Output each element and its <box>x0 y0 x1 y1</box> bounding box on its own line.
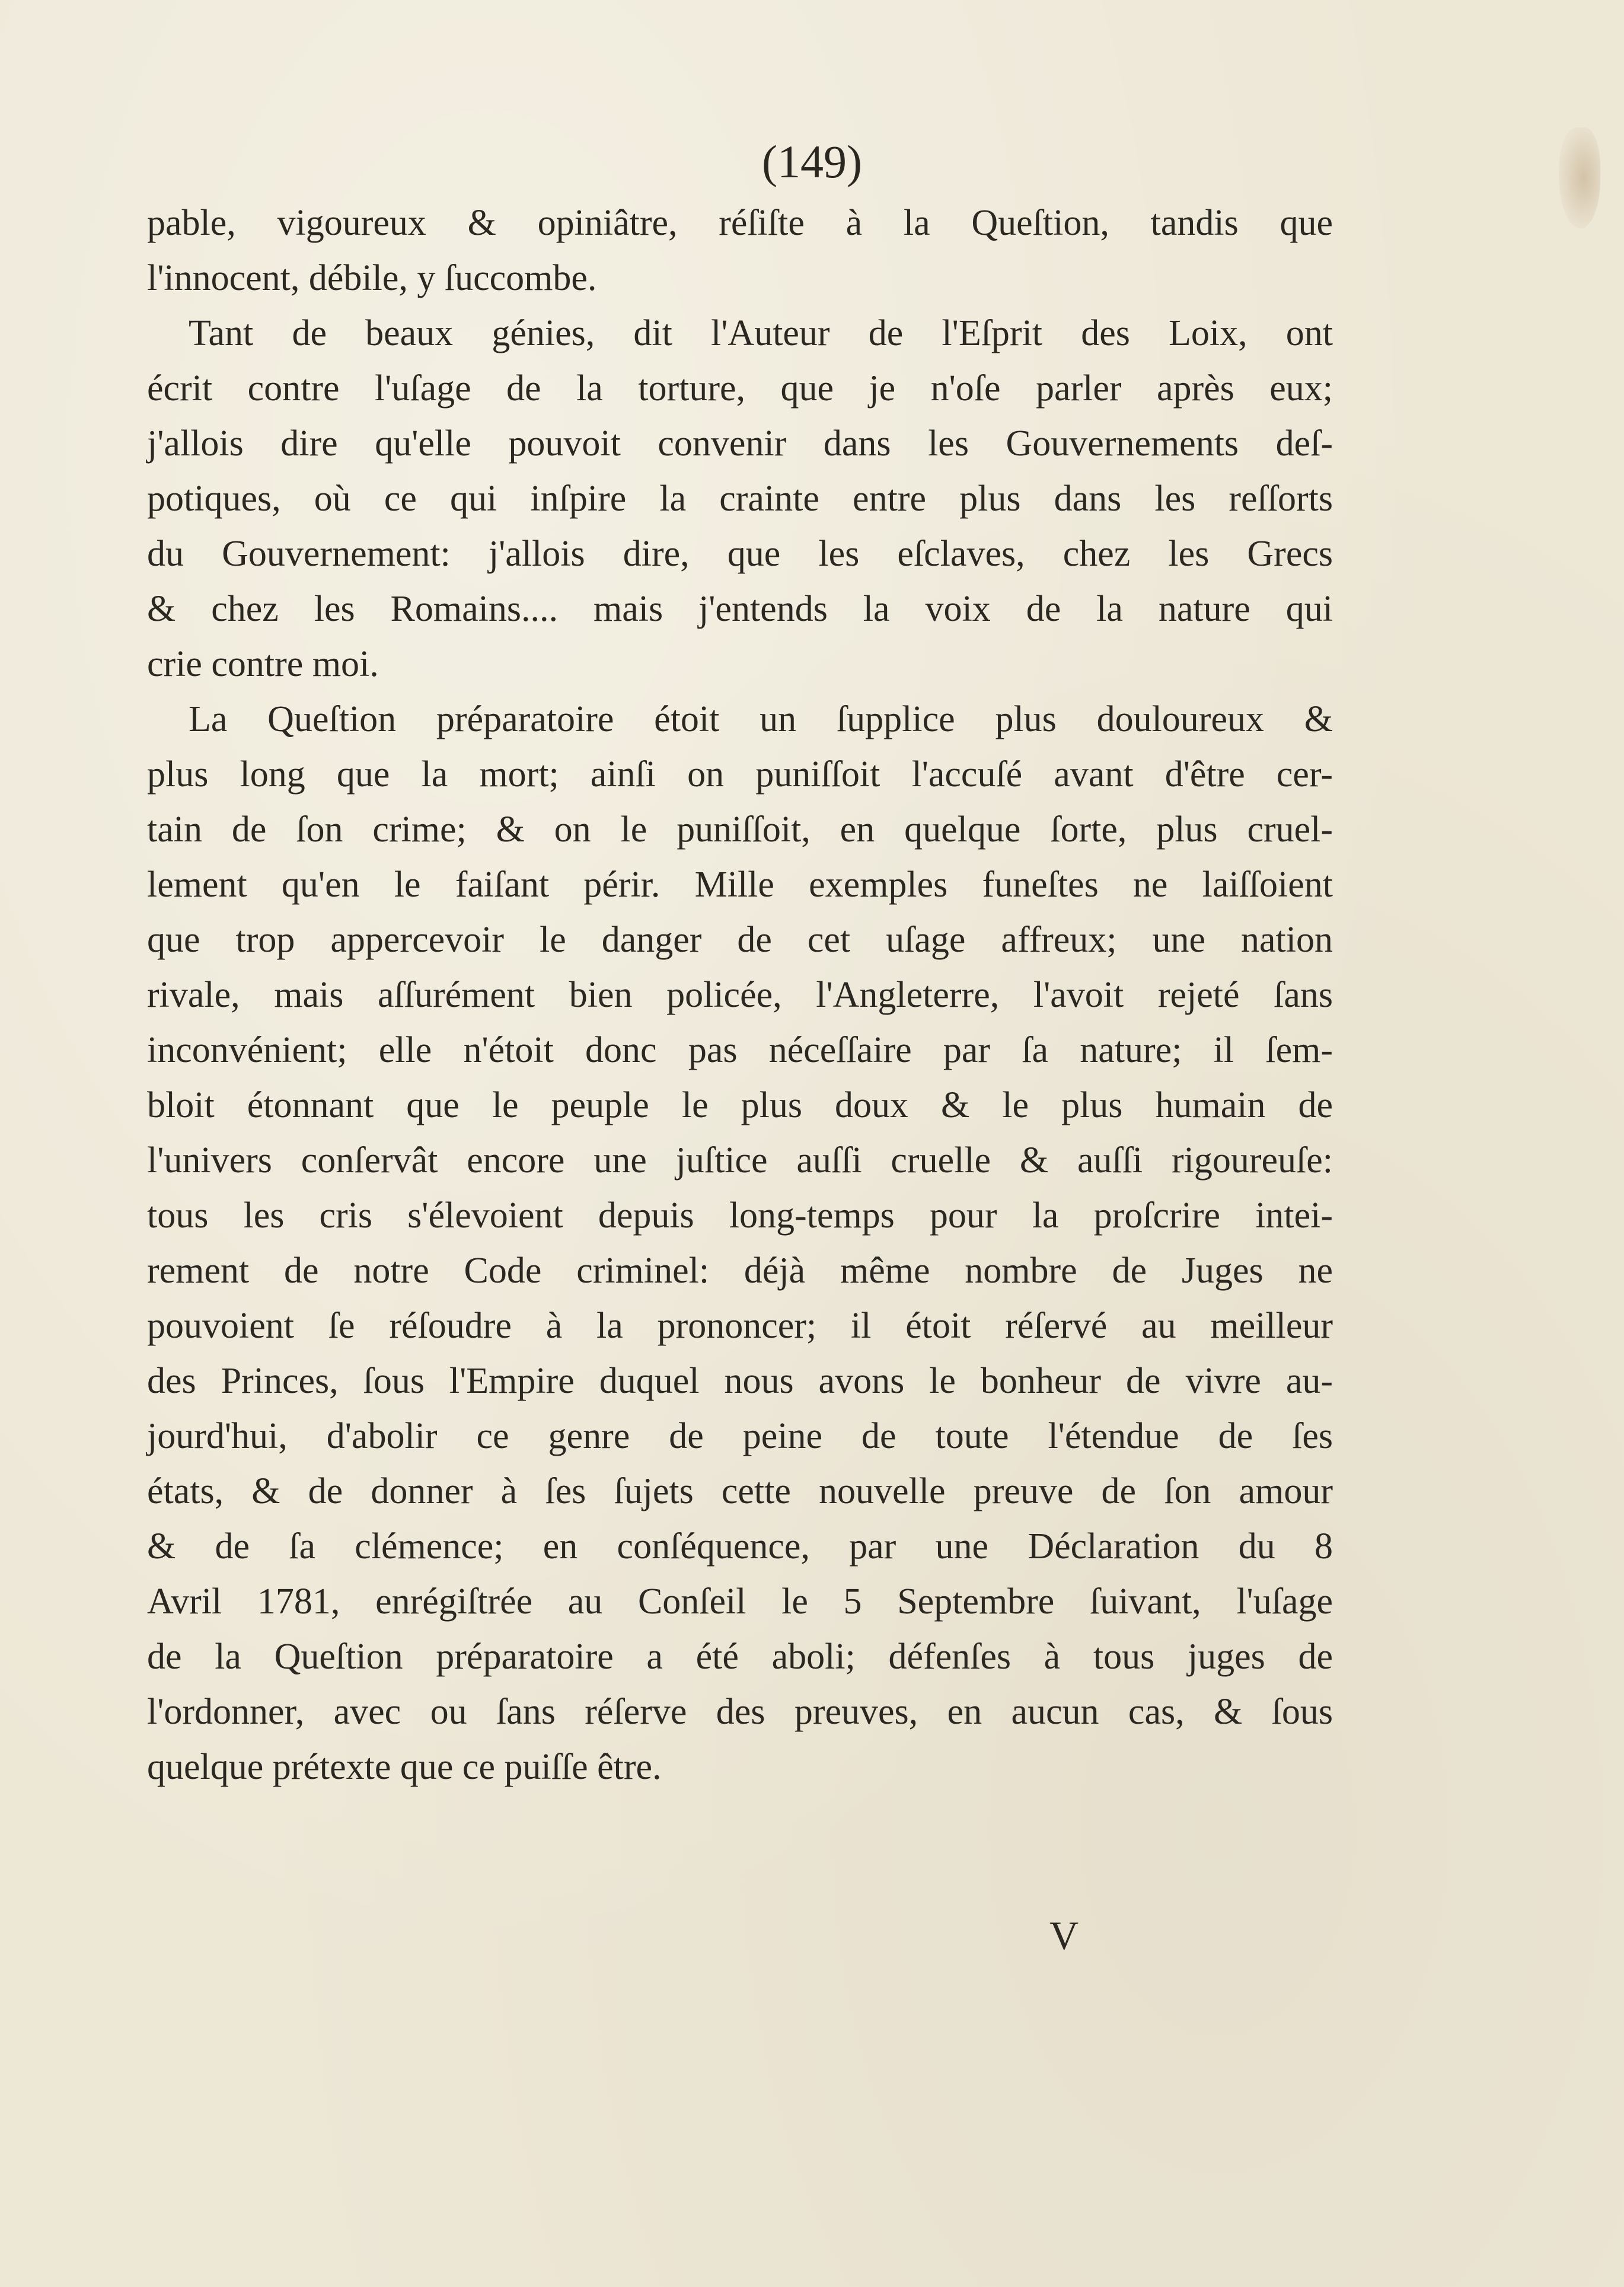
text-line: Tant de beaux génies, dit l'Auteur de l'Eſprit des Loix, ont <box>189 313 1333 353</box>
text-line: du Gouvernement: j'allois dire, que les eſclaves, chez les Grecs <box>147 534 1333 574</box>
text-line: pouvoient ſe réſoudre à la prononcer; il étoit réſervé au meilleur <box>147 1306 1333 1346</box>
text-line: l'innocent, débile, y ſuccombe. <box>147 258 597 298</box>
text-line: j'allois dire qu'elle pouvoit convenir dans les Gouvernements deſ- <box>147 423 1333 464</box>
text-line: & chez les Romains.... mais j'entends la voix de la nature qui <box>147 589 1333 629</box>
text-line: l'univers conſervât encore une juſtice auſſi cruelle & auſſi rigoureuſe: <box>147 1140 1333 1181</box>
text-line: de la Queſtion préparatoire a été aboli; défenſes à tous juges de <box>147 1637 1333 1677</box>
text-line: des Princes, ſous l'Empire duquel nous avons le bonheur de vivre au- <box>147 1361 1333 1401</box>
text-line: plus long que la mort; ainſi on puniſſoit l'accuſé avant d'être cer- <box>147 754 1333 795</box>
text-line: tous les cris s'élevoient depuis long-temps pour la proſcrire intei- <box>147 1195 1333 1236</box>
text-line: bloit étonnant que le peuple le plus doux & le plus humain de <box>147 1085 1333 1125</box>
text-line: La Queſtion préparatoire étoit un ſupplice plus douloureux & <box>189 699 1333 739</box>
text-line: crie contre moi. <box>147 644 379 684</box>
text-line: & de ſa clémence; en conſéquence, par une Déclaration du 8 <box>147 1526 1333 1567</box>
text-line: tain de ſon crime; & on le puniſſoit, en quelque ſorte, plus cruel- <box>147 809 1333 850</box>
text-line: inconvénient; elle n'étoit donc pas néceſſaire par ſa nature; il ſem- <box>147 1030 1333 1070</box>
text-line: écrit contre l'uſage de la torture, que je n'oſe parler après eux; <box>147 368 1333 409</box>
text-line: que trop appercevoir le danger de cet uſage affreux; une nation <box>147 920 1333 960</box>
text-line: quelque prétexte que ce puiſſe être. <box>147 1747 662 1787</box>
text-line: l'ordonner, avec ou ſans réſerve des preuves, en aucun cas, & ſous <box>147 1692 1333 1732</box>
text-line: potiques, où ce qui inſpire la crainte entre plus dans les reſſorts <box>147 479 1333 519</box>
page-number: (149) <box>762 136 862 187</box>
text-line: jourd'hui, d'abolir ce genre de peine de toute l'étendue de ſes <box>147 1416 1333 1456</box>
body-text <box>147 196 1333 1795</box>
text-line: lement qu'en le faiſant périr. Mille exemples funeſtes ne laiſſoient <box>147 865 1333 905</box>
text-line: pable, vigoureux & opiniâtre, réſiſte à la Queſtion, tandis que <box>147 203 1333 243</box>
catchword: V <box>1049 1913 1079 1958</box>
text-line: Avril 1781, enrégiſtrée au Conſeil le 5 Septembre ſuivant, l'uſage <box>147 1581 1333 1622</box>
text-line: états, & de donner à ſes ſujets cette nouvelle preuve de ſon amour <box>147 1471 1333 1511</box>
text-line: rivale, mais aſſurément bien policée, l'Angleterre, l'avoit rejeté ſans <box>147 975 1333 1015</box>
text-line: rement de notre Code criminel: déjà même nombre de Juges ne <box>147 1251 1333 1291</box>
